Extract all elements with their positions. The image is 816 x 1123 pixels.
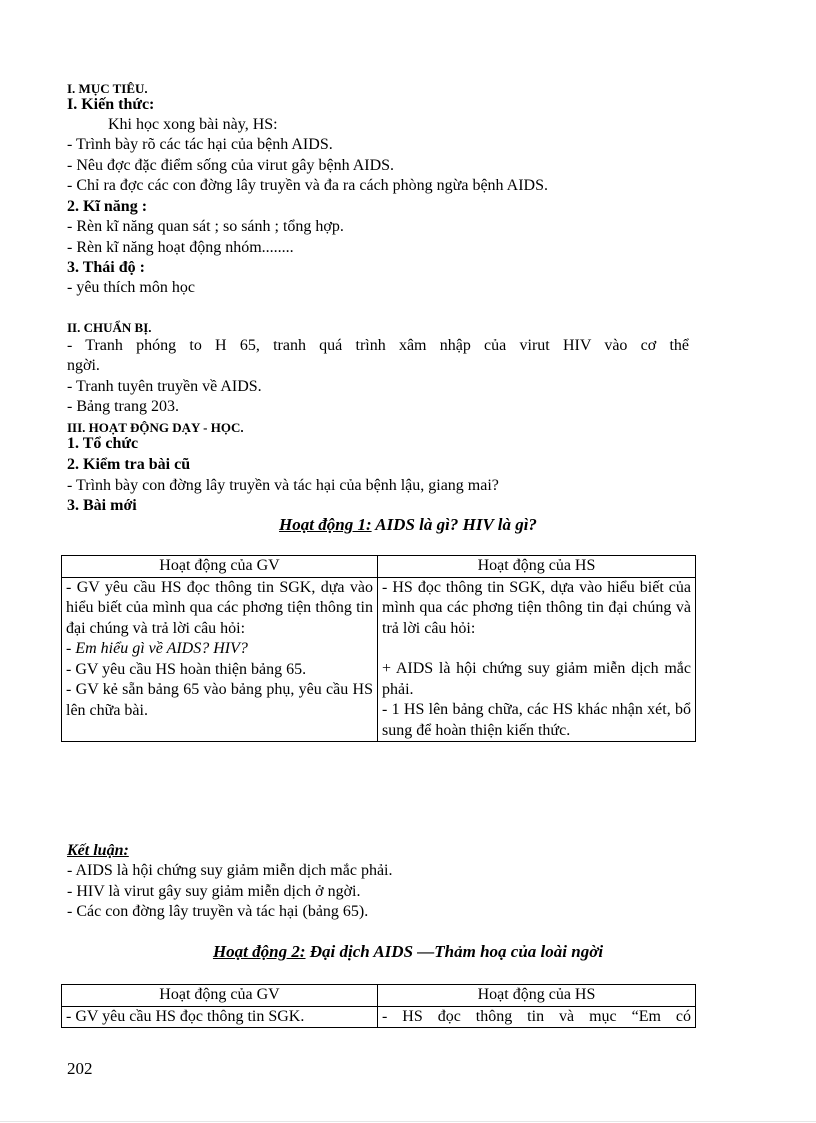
teacher-activity-cell (62, 577, 378, 742)
knowledge-item: - Chỉ ra đợc các con đờng lây truyền và đa ra cách phòng ngừa bệnh AIDS. (67, 177, 548, 194)
attitude-heading: 3. Thái độ : (67, 259, 145, 276)
prep-item: - Tranh phóng to H 65, tranh quá trình xâm nhập của virut HIV vào cơ thể (67, 337, 689, 354)
section-iii-heading: III. HOẠT ĐỘNG DẠY - HỌC. (67, 420, 244, 435)
activity-2-title (0, 942, 816, 962)
student-step: - HS đọc thông tin SGK, dựa vào hiểu biết của mình qua các phơng tiện thông tin đại chúng và trả lời câu hỏi: (382, 578, 691, 637)
section-ii-heading: II. CHUẨN BỊ. (67, 320, 152, 335)
activity-1-table (61, 555, 696, 742)
conclusion-label: Kết luận: (67, 842, 129, 859)
prep-item: ngời. (67, 357, 100, 374)
new-lesson-heading: 3. Bài mới (67, 497, 137, 514)
intro-text: Khi học xong bài này, HS: (108, 116, 278, 133)
review-heading: 2. Kiểm tra bài cũ (67, 456, 191, 473)
skill-item: - Rèn kĩ năng quan sát ; so sánh ; tổng hợp. (67, 218, 344, 235)
page-number: 202 (67, 1059, 93, 1078)
student-activity-cell: - HS đọc thông tin và mục “Em có (378, 1006, 696, 1028)
teacher-step: - GV kẻ sẵn bảng 65 vào bảng phụ, yêu cầu HS lên chữa bài. (66, 681, 373, 719)
activity-2-label: Hoạt động 2: (212, 942, 306, 961)
prep-item: - Tranh tuyên truyền về AIDS. (67, 378, 262, 395)
page-bottom-divider (0, 1121, 816, 1122)
skill-item: - Rèn kĩ năng hoạt động nhóm........ (67, 239, 294, 256)
skills-heading: 2. Kĩ năng : (67, 198, 148, 215)
activity-2-text: Đại dịch AIDS —Thảm hoạ của loài ngời (305, 942, 604, 961)
conclusion-item: - HIV là virut gây suy giảm miễn dịch ở ngời. (67, 883, 361, 900)
student-activity-cell (378, 577, 696, 742)
student-column-header: Hoạt động của HS (378, 985, 696, 1007)
knowledge-heading: I. Kiến thức: (67, 96, 155, 113)
activity-1-label: Hoạt động 1: (279, 515, 372, 534)
activity-2-table (61, 984, 696, 1028)
attitude-item: - yêu thích môn học (67, 279, 195, 296)
review-question: - Trình bày con đờng lây truyền và tác hại của bệnh lậu, giang mai? (67, 477, 499, 494)
conclusion-item: - AIDS là hội chứng suy giảm miễn dịch mắc phải. (67, 862, 393, 879)
teacher-step: - GV yêu cầu HS hoàn thiện bảng 65. (66, 660, 307, 678)
teacher-question: - Em hiểu gì về AIDS? HIV? (66, 640, 248, 657)
table-row (62, 1006, 696, 1028)
table-header-row (62, 985, 696, 1007)
table-row (62, 577, 696, 742)
organization-heading: 1. Tổ chức (67, 435, 139, 452)
teacher-step: - GV yêu cầu HS đọc thông tin SGK, dựa vào hiểu biết của mình qua các phơng tiện thông tin đại chúng và trả lời câu hỏi: (66, 578, 373, 637)
knowledge-item: - Nêu đợc đặc điểm sống của virut gây bệnh AIDS. (67, 157, 395, 174)
teacher-column-header: Hoạt động của GV (62, 556, 378, 578)
conclusion-item: - Các con đờng lây truyền và tác hại (bảng 65). (67, 903, 369, 920)
activity-1-title (0, 515, 816, 535)
teacher-activity-cell: - GV yêu cầu HS đọc thông tin SGK. (62, 1006, 378, 1028)
student-column-header: Hoạt động của HS (378, 556, 696, 578)
teacher-column-header: Hoạt động của GV (62, 985, 378, 1007)
knowledge-item: - Trình bày rõ các tác hại của bệnh AIDS. (67, 136, 333, 153)
student-step: - 1 HS lên bảng chữa, các HS khác nhận xét, bổ sung để hoàn thiện kiến thức. (382, 701, 691, 739)
student-answer: + AIDS là hội chứng suy giảm miễn dịch mắc phải. (382, 660, 691, 698)
activity-1-text: AIDS là gì? HIV là gì? (371, 515, 537, 534)
table-header-row (62, 556, 696, 578)
prep-item: - Bảng trang 203. (67, 398, 179, 415)
section-i-heading: I. MỤC TIÊU. (67, 81, 148, 96)
